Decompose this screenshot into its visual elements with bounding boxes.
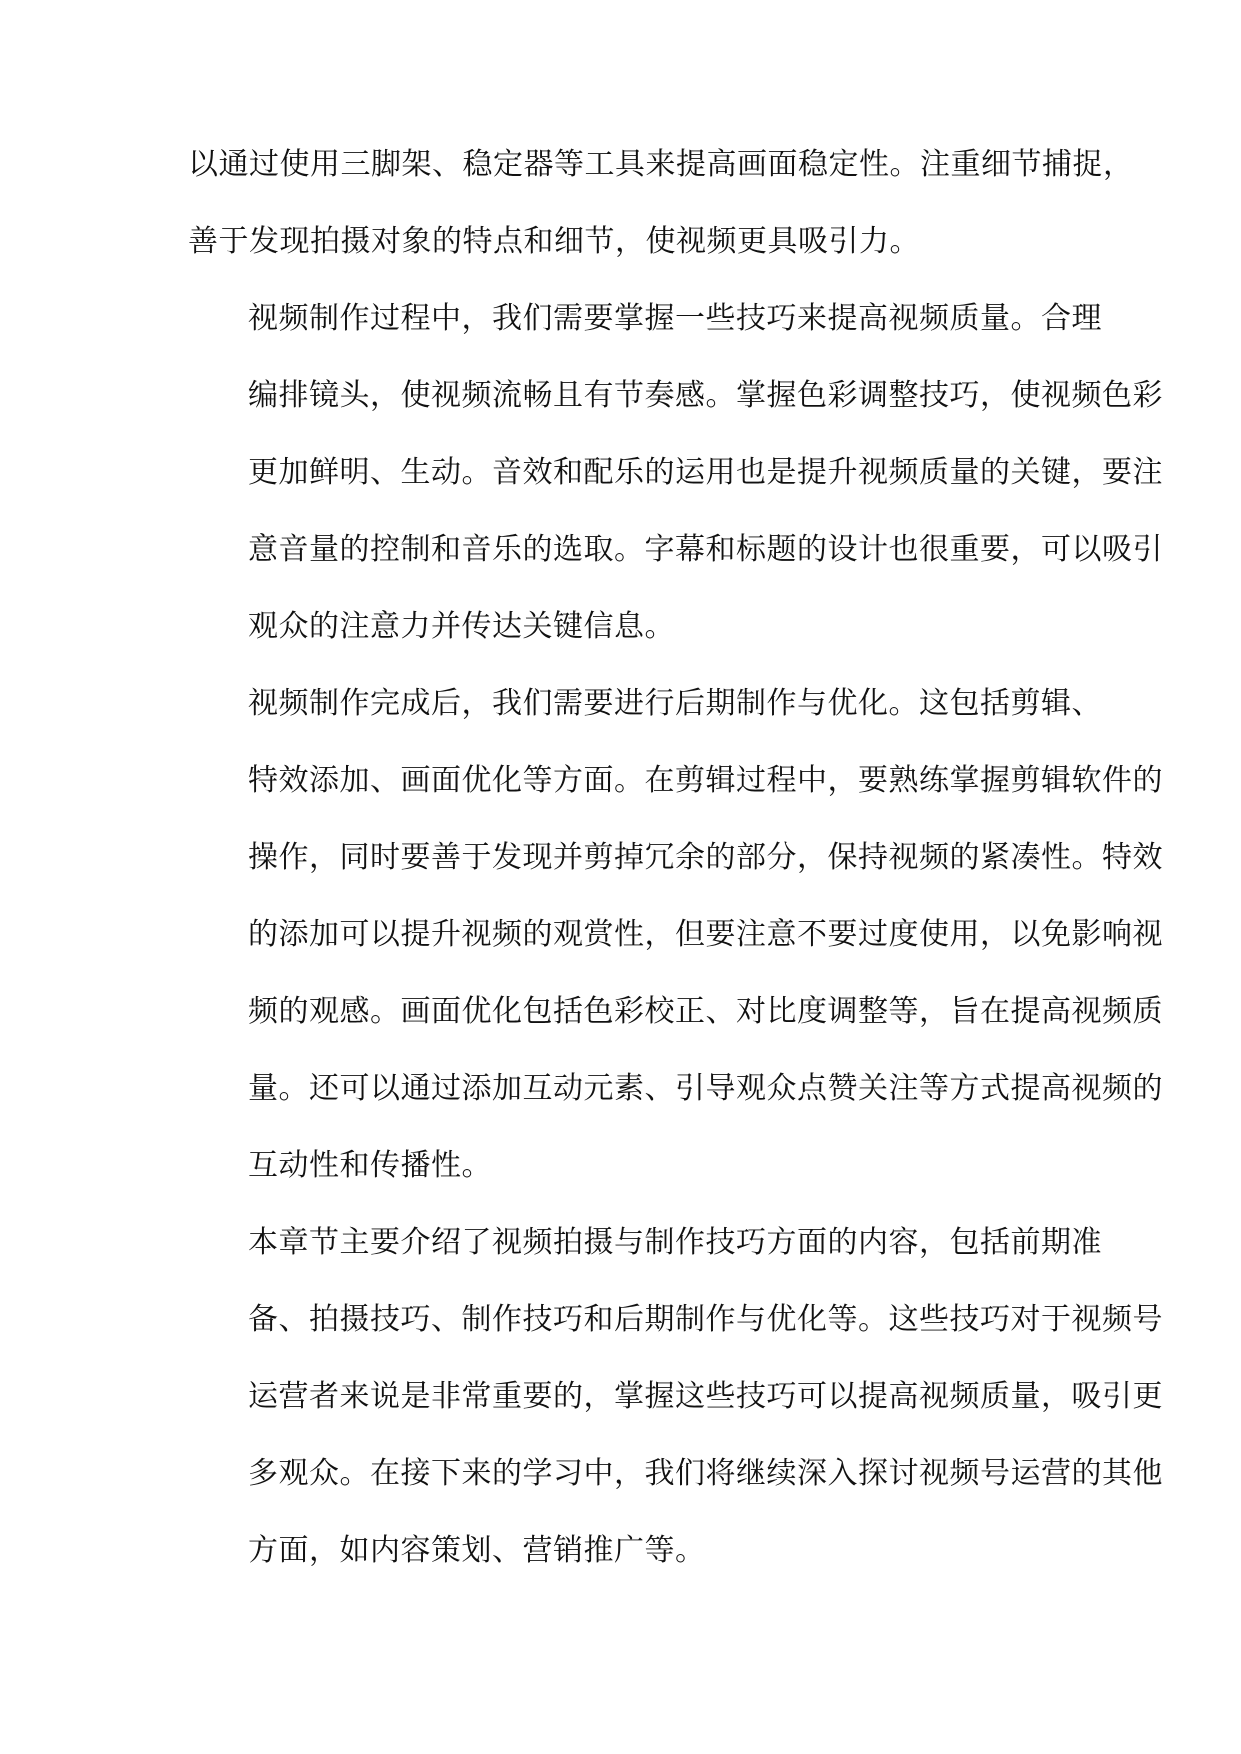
text-line: 备、拍摄技巧、制作技巧和后期制作与优化等。这些技巧对于视频号 <box>248 1302 1163 1337</box>
text-line: 编排镜头，使视频流畅且有节奏感。掌握色彩调整技巧，使视频色彩 <box>248 378 1163 413</box>
text-line: 频的观感。画面优化包括色彩校正、对比度调整等，旨在提高视频质 <box>248 994 1163 1029</box>
text-line: 多观众。在接下来的学习中，我们将继续深入探讨视频号运营的其他 <box>248 1456 1163 1491</box>
text-line: 更加鲜明、生动。音效和配乐的运用也是提升视频质量的关键，要注 <box>248 455 1163 490</box>
text-line: 互动性和传播性。 <box>248 1148 492 1183</box>
text-line: 本章节主要介绍了视频拍摄与制作技巧方面的内容，包括前期准 <box>248 1225 1102 1260</box>
document-body <box>188 126 1163 1589</box>
text-line: 操作，同时要善于发现并剪掉冗余的部分，保持视频的紧凑性。特效 <box>248 840 1163 875</box>
text-line: 视频制作过程中，我们需要掌握一些技巧来提高视频质量。合理 <box>248 301 1102 336</box>
text-line: 以通过使用三脚架、稳定器等工具来提高画面稳定性。注重细节捕捉， <box>188 147 1134 182</box>
paragraph-4 <box>188 1204 1163 1589</box>
text-line: 意音量的控制和音乐的选取。字幕和标题的设计也很重要，可以吸引 <box>248 532 1163 567</box>
text-line: 善于发现拍摄对象的特点和细节，使视频更具吸引力。 <box>188 224 920 259</box>
text-line: 观众的注意力并传达关键信息。 <box>248 609 675 644</box>
text-line: 的添加可以提升视频的观赏性，但要注意不要过度使用，以免影响视 <box>248 917 1163 952</box>
paragraph-1 <box>188 126 1134 280</box>
text-line: 特效添加、画面优化等方面。在剪辑过程中，要熟练掌握剪辑软件的 <box>248 763 1163 798</box>
text-line: 视频制作完成后，我们需要进行后期制作与优化。这包括剪辑、 <box>248 686 1102 721</box>
text-line: 运营者来说是非常重要的，掌握这些技巧可以提高视频质量，吸引更 <box>248 1379 1163 1414</box>
paragraph-2 <box>188 280 1163 665</box>
text-line: 量。还可以通过添加互动元素、引导观众点赞关注等方式提高视频的 <box>248 1071 1163 1106</box>
paragraph-3 <box>188 665 1163 1204</box>
text-line: 方面，如内容策划、营销推广等。 <box>248 1533 706 1568</box>
